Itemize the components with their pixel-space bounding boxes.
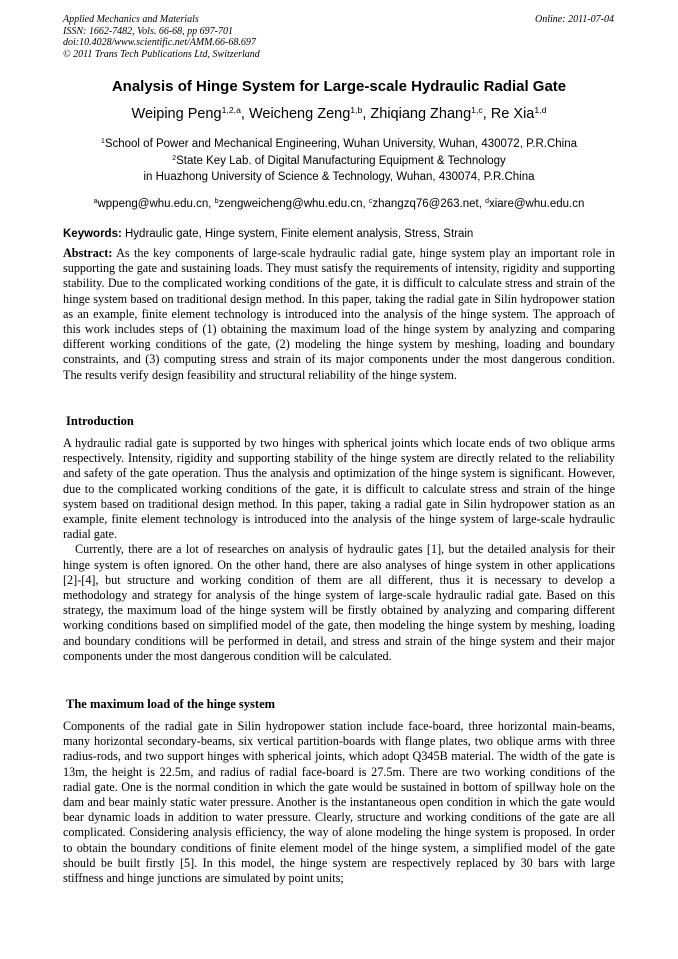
email-address: zhangzq76@263.net, — [372, 198, 486, 210]
keywords-label: Keywords: — [63, 228, 122, 240]
affiliation-mark: 2 — [172, 154, 177, 162]
paper-title: Analysis of Hinge System for Large-scale Hydraulic Radial Gate — [111, 78, 567, 95]
affiliation-2 — [0, 153, 678, 170]
copyright-line: © 2011 Trans Tech Publications Ltd, Switzerland — [63, 48, 260, 60]
affiliations — [0, 136, 678, 186]
doi-line: doi:10.4028/www.scientific.net/AMM.66-68.697 — [63, 37, 256, 48]
author-affiliation-mark: 1,b — [350, 104, 363, 115]
keywords — [63, 227, 615, 242]
paragraph: A hydraulic radial gate is supported by two hinges with spherical joints which locate ends of two oblique arms respectively. Intensity, rigidity and supporting stability of the hinge system are directly related to the reliability and safety of the gate operation. Thus the analysis and optimization of the hinge system is significant. However, due to the complicated working conditions of the gate, it is difficult to calculate stress and strain of the hinge system based on traditional design method. In this paper, taking a radial gate in Silin hydropower station as an example, finite element technology is introduced into the analysis of the hinge system of large-scale hydraulic radial gate. — [63, 436, 615, 542]
abstract — [63, 246, 615, 383]
author-affiliation-mark: 1,d — [534, 104, 547, 115]
email-address: zengweicheng@whu.edu.cn, — [218, 198, 369, 210]
author-name: Re Xia — [490, 106, 535, 122]
journal-header — [63, 14, 260, 60]
email-address: xiare@whu.edu.cn — [488, 198, 585, 210]
paragraph: Currently, there are a lot of researches on analysis of hydraulic gates [1], but the detailed analysis for their hinge system is often ignored. On the other hand, there are also analyses of hinge system in other applications [2]-[4], but structure and working condition of them are all different, thus it is necessary to develop a methodology and strategy for analysis of the hinge system of large-scale hydraulic radial gate. Based on this strategy, the maximum load of the hinge system will be firstly obtained by analyzing and comparing different working conditions based on simplified model of the gate, then modeling the hinge system by meshing, loading and boundary conditions will be performed in detail, and stress and strain of the hinge system and their major components under the most dangerous condition will be calculated. — [63, 542, 615, 663]
email-mark: d — [485, 197, 489, 205]
email-mark: c — [368, 197, 373, 205]
paragraph: Components of the radial gate in Silin hydropower station include face-board, three horizontal main-beams, many horizontal secondary-beams, six vertical partition-boards with flange plates, two oblique arms with three radius-rods, and two support hinges with spherical joints, which adopt Q345B material. The width of the gate is 13m, the height is 22.5m, and radius of radial face-board is 27.5m. There are two working conditions of the radial gate. One is the normal condition in which the gate would be sustained in bottom of spillway hole on the dam and bear mainly static water pressure. Another is the instantaneous open condition in which the gate would bear dynamic loads in addition to water pressure. Clearly, structure and working conditions of the gate are all complicated. Considering analysis efficiency, the way of alone modeling the hinge system is proposed. In order to obtain the boundary conditions of finite element model of the hinge system, a simplified model of the gate should be built firstly [5]. In this model, the hinge system are respectively replaced by 30 bars with large stiffness and hinge junctions are simulated by point units; — [63, 719, 615, 886]
author-separator: , — [482, 106, 491, 122]
issn-line: ISSN: 1662-7482, Vols. 66-68, pp 697-701 — [63, 25, 233, 37]
author-list — [0, 105, 678, 123]
section-heading-maximum-load: The maximum load of the hinge system — [66, 697, 276, 711]
author-separator: , — [240, 106, 249, 122]
email-address: wppeng@whu.edu.cn, — [97, 198, 215, 210]
introduction-section — [63, 436, 615, 664]
keywords-text: Hydraulic gate, Hinge system, Finite element analysis, Stress, Strain — [121, 228, 474, 240]
affiliation-1 — [0, 136, 678, 153]
author-separator: , — [362, 106, 371, 122]
email-mark: b — [214, 197, 219, 205]
author-affiliation-mark: 1,2,a — [221, 104, 241, 115]
abstract-label: Abstract: — [63, 246, 113, 260]
author-name: Zhiqiang Zhang — [370, 106, 472, 122]
journal-name: Applied Mechanics and Materials — [63, 14, 199, 25]
online-date: Online: 2011-07-04 — [535, 14, 614, 25]
author-affiliation-mark: 1,c — [471, 104, 483, 115]
author-name: Weiping Peng — [131, 106, 222, 122]
affiliation-text: School of Power and Mechanical Engineering, Wuhan University, Wuhan, 430072, P.R.China — [104, 138, 578, 150]
author-name: Weicheng Zeng — [248, 106, 351, 122]
affiliation-2-continued: in Huazhong University of Science & Technology, Wuhan, 430074, P.R.China — [143, 171, 535, 183]
affiliation-mark: 1 — [100, 137, 105, 145]
maximum-load-section — [63, 719, 615, 886]
section-heading-introduction: Introduction — [66, 414, 134, 428]
email-mark: a — [93, 197, 98, 205]
affiliation-text: State Key Lab. of Digital Manufacturing Equipment & Technology — [176, 154, 506, 167]
email-list — [0, 197, 678, 212]
abstract-text: As the key components of large-scale hydraulic radial gate, hinge system play an important role in supporting the gate and sustaining loads. They must satisfy the requirements of intensity, rigidity and supporting stability. Due to the complicated working conditions of the gate, it is difficult to calculate stress and strain of the hinge system based on traditional design method. In this paper, taking the radial gate in Silin hydropower station as an example, finite element technology is introduced into the analysis of the hinge system. The approach of this work includes steps of (1) obtaining the maximum load of the hinge system by analyzing and comparing different working conditions of the gate, (2) modeling the hinge system by meshing, loading and boundary constraints, and (3) computing stress and strain of its major components under the most dangerous condition. The results verify design feasibility and structural reliability of the hinge system. — [63, 246, 615, 382]
